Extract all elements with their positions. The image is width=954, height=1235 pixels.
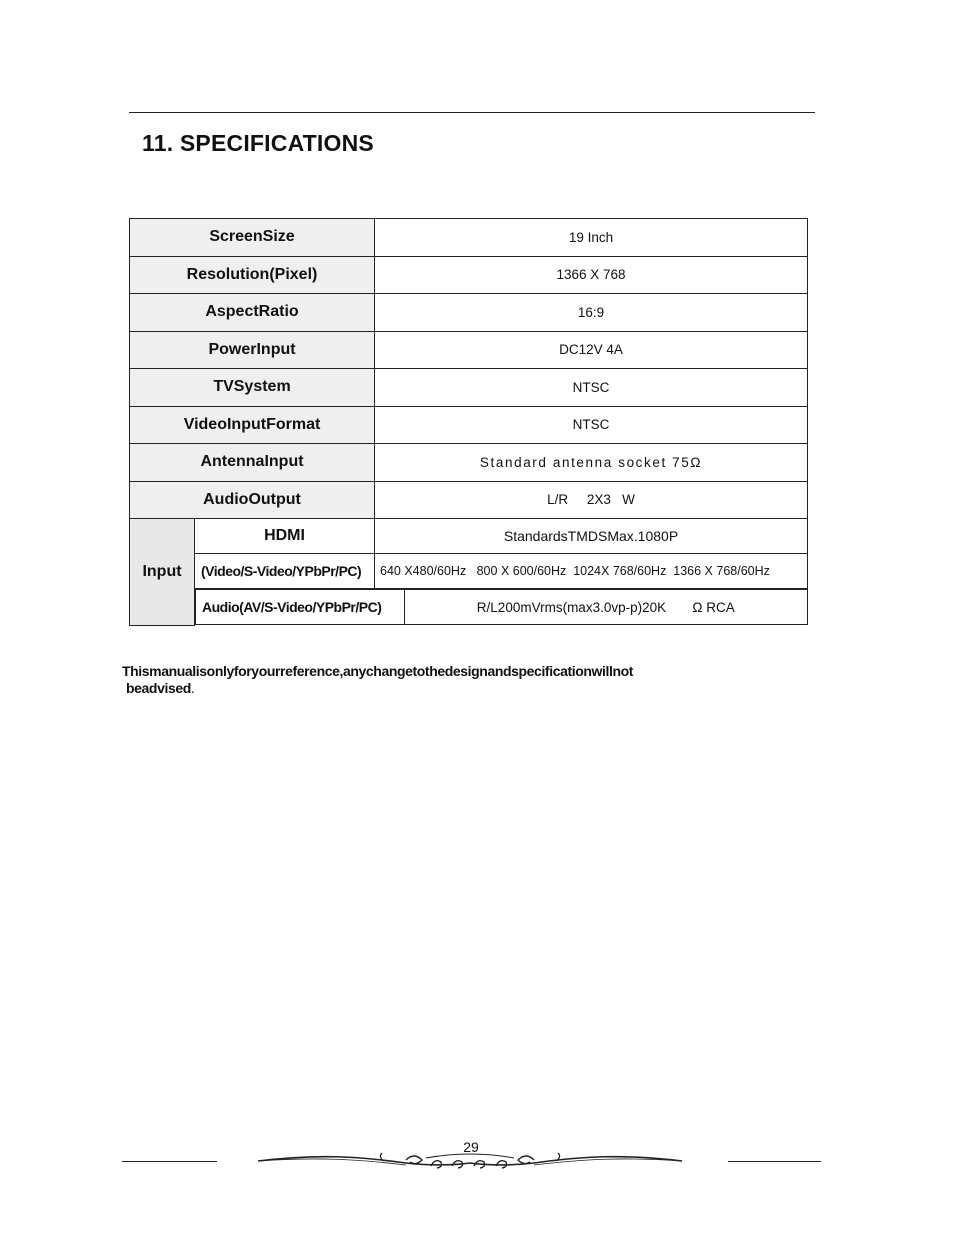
spec-row-screen-size xyxy=(130,219,808,257)
input-sub-value: R/L200mVrms(max3.0vp-p)20K Ω RCA xyxy=(405,590,808,625)
spec-value: NTSC xyxy=(375,406,808,444)
spec-row-power-input xyxy=(130,331,808,369)
input-sub-value: StandardsTMDSMax.1080P xyxy=(375,519,808,554)
spec-label: AudioOutput xyxy=(130,481,375,519)
spec-value: L/R 2X3 W xyxy=(375,481,808,519)
input-sub-label: (Video/S-Video/YPbPr/PC) xyxy=(195,554,375,589)
spec-row-input-hdmi xyxy=(130,519,808,554)
spec-label: PowerInput xyxy=(130,331,375,369)
spec-value: 16:9 xyxy=(375,294,808,332)
spec-row-tv-system xyxy=(130,369,808,407)
spec-label: VideoInputFormat xyxy=(130,406,375,444)
spec-label: Resolution(Pixel) xyxy=(130,256,375,294)
page-number: 29 xyxy=(463,1139,479,1155)
disclaimer-period: . xyxy=(190,680,195,696)
disclaimer-note xyxy=(122,663,842,697)
disclaimer-line-2-text: beadvised xyxy=(126,680,191,696)
disclaimer-line-2 xyxy=(122,680,842,697)
spec-label: AspectRatio xyxy=(130,294,375,332)
input-group-label: Input xyxy=(130,519,195,626)
footer-ornament-icon xyxy=(256,1148,684,1174)
header-rule xyxy=(129,112,815,113)
footer-rule-left xyxy=(122,1161,217,1162)
input-sub-label: HDMI xyxy=(195,519,375,554)
input-sub-label: Audio(AV/S-Video/YPbPr/PC) xyxy=(196,590,405,625)
footer-rule-right xyxy=(728,1161,821,1162)
spec-row-input-audio xyxy=(130,589,808,626)
spec-row-resolution xyxy=(130,256,808,294)
spec-label: AntennaInput xyxy=(130,444,375,482)
page-title: 11. SPECIFICATIONS xyxy=(142,130,374,156)
spec-value: 19 Inch xyxy=(375,219,808,257)
disclaimer-line-1: Thismanualisonlyforyourreference,anychangetothedesignandspecificationwillnot xyxy=(122,663,634,679)
input-sub-value: 640 X480/60Hz 800 X 600/60Hz 1024X 768/60Hz 1366 X 768/60Hz xyxy=(375,554,808,589)
spec-value: Standard antenna socket 75Ω xyxy=(375,444,808,482)
input-audio-inner-table xyxy=(195,589,808,625)
spec-label: ScreenSize xyxy=(130,219,375,257)
spec-row-audio-output xyxy=(130,481,808,519)
specifications-table xyxy=(129,218,808,626)
spec-label: TVSystem xyxy=(130,369,375,407)
spec-value: NTSC xyxy=(375,369,808,407)
spec-row-input-video xyxy=(130,554,808,589)
spec-row-aspect-ratio xyxy=(130,294,808,332)
spec-row-video-input-format xyxy=(130,406,808,444)
spec-value: 1366 X 768 xyxy=(375,256,808,294)
spec-value: DC12V 4A xyxy=(375,331,808,369)
input-audio-cell xyxy=(195,589,808,626)
spec-row-antenna-input xyxy=(130,444,808,482)
